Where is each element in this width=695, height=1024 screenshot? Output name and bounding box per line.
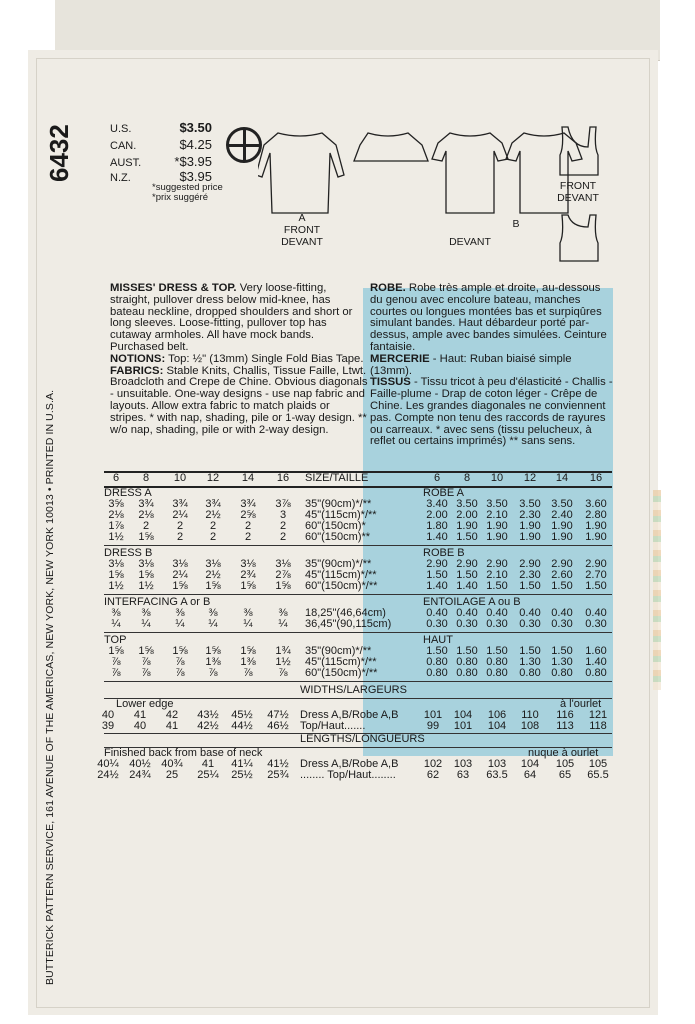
width-inches: 46½	[267, 720, 289, 732]
pattern-number: 6432	[44, 124, 74, 182]
price-value: $4.25	[179, 137, 212, 152]
meter-value: 0.80	[426, 667, 448, 679]
yardage-value: 2⅛	[138, 509, 154, 521]
meter-value: 0.80	[519, 667, 541, 679]
meter-value: 1.80	[426, 520, 448, 532]
price-country: CAN.	[110, 140, 137, 152]
meter-value: 0.40	[519, 607, 541, 619]
yardage-value: ⅞	[243, 667, 253, 679]
size-header-label: SIZE/TAILLE	[305, 472, 369, 484]
yardage-value: ⅜	[111, 607, 121, 619]
envelope-edge-print	[653, 490, 661, 690]
meter-value: 2.90	[456, 558, 478, 570]
description-english	[110, 283, 368, 436]
group-label: DRESS B	[104, 547, 153, 559]
price-row	[110, 154, 223, 169]
width-cm: 116	[556, 709, 574, 721]
yardage-value: ¼	[175, 618, 185, 630]
yardage-value: ⅜	[278, 607, 288, 619]
meter-value: 2.90	[426, 558, 448, 570]
meter-value: 2.90	[585, 558, 607, 570]
yardage-value: 1⅜	[240, 656, 256, 668]
fabric-width: 60"(150cm)*/**	[305, 667, 378, 679]
meter-value: 1.50	[426, 569, 448, 581]
yardage-value: 1⅞	[108, 520, 124, 532]
meter-value: 3.50	[551, 498, 573, 510]
meter-value: 1.40	[426, 531, 448, 543]
meter-value: 1.30	[551, 656, 573, 668]
table-rule	[104, 681, 612, 682]
yardage-value: ¼	[243, 618, 253, 630]
size-header-us: 6	[112, 472, 120, 484]
yardage-value: ⅞	[208, 667, 218, 679]
meter-value: 3.50	[486, 498, 508, 510]
fabrics-label: FABRICS:	[110, 364, 164, 377]
notions-text: Top: ½" (13mm) Single Fold Bias Tape.	[168, 352, 364, 365]
length-cm: 63	[456, 769, 470, 781]
yardage-value: 3¾	[205, 498, 221, 510]
yardage-value: ⅞	[141, 667, 151, 679]
length-cm: 102	[423, 758, 443, 770]
width-inches: 42	[165, 709, 179, 721]
meter-value: 0.80	[456, 656, 478, 668]
table-rule	[104, 632, 612, 633]
price-row	[110, 137, 223, 154]
length-cm: 65.5	[587, 769, 609, 781]
price-row	[110, 169, 223, 183]
price-list	[110, 120, 223, 203]
yardage-value: 1½	[108, 531, 124, 543]
group-label: DRESS A	[104, 487, 152, 499]
yardage-value: 2¼	[172, 509, 188, 521]
tissus-label: TISSUS	[370, 376, 411, 389]
table-rule	[104, 545, 612, 546]
meter-value: 2.60	[551, 569, 573, 581]
width-inches: 41	[133, 709, 147, 721]
yardage-value: 2	[176, 531, 184, 543]
width-row-label: Dress A,B/Robe A,B	[300, 709, 399, 721]
size-header-eu: 12	[523, 472, 537, 484]
size-header-us: 14	[241, 472, 255, 484]
yardage-value: 3⅛	[240, 558, 256, 570]
meter-value: 0.30	[426, 618, 448, 630]
sketch-label-a: A FRONT DEVANT	[281, 212, 323, 248]
width-cm: 118	[589, 720, 607, 732]
meter-value: 0.30	[519, 618, 541, 630]
yardage-value: ⅞	[278, 667, 288, 679]
width-cm: 121	[588, 709, 608, 721]
group-label-fr: ENTOILAGE A ou B	[423, 596, 521, 608]
yardage-value: 2	[209, 520, 217, 532]
fabric-width: 35"(90cm)*/**	[305, 645, 372, 657]
length-inches: 24¾	[129, 769, 151, 781]
meter-value: 1.90	[585, 531, 607, 543]
publisher-line: BUTTERICK PATTERN SERVICE, 161 AVENUE OF THE AMERICAS, NEW YORK, NEW YORK 10013 • PRINTED IN U.S.A.	[44, 389, 56, 985]
yardage-value: 2	[279, 520, 287, 532]
length-inches: 41¼	[231, 758, 253, 770]
yardage-value: 1⅝	[108, 645, 124, 657]
yardage-value: 3	[279, 509, 287, 521]
meter-value: 3.60	[585, 498, 607, 510]
yardage-value: 3⅛	[275, 558, 291, 570]
width-inches: 40	[133, 720, 147, 732]
yardage-value: 1⅝	[205, 580, 221, 592]
length-inches: 41	[201, 758, 215, 770]
meter-value: 3.50	[456, 498, 478, 510]
price-value: *$3.95	[174, 154, 212, 169]
yardage-value: 2	[142, 520, 150, 532]
width-inches: 39	[101, 720, 115, 732]
yardage-value: ⅞	[111, 667, 121, 679]
length-inches: 25	[165, 769, 179, 781]
fabrics-text: Stable Knits, Challis, Tissue Faille, Ltwt. Broadcloth and Crepe de Chine. Obvious diagonals - unsuitable. One-way designs - use nap fabric and layouts. Allow extra fabric to match plaids or stripes. * with nap, shading, pile or 1-way design. ** w/o nap, shading, pile or with 2-way design.	[110, 364, 368, 436]
price-country: N.Z.	[110, 172, 131, 184]
fabric-width: 36,45"(90,115cm)	[305, 618, 392, 630]
price-country: AUST.	[110, 157, 142, 169]
fabric-width: 45"(115cm)*/**	[305, 569, 377, 581]
length-inches: 41½	[267, 758, 289, 770]
length-inches: 24½	[97, 769, 119, 781]
width-cm: 110	[521, 709, 539, 721]
meter-value: 0.40	[426, 607, 448, 619]
yardage-value: ⅞	[111, 656, 121, 668]
meter-value: 3.40	[426, 498, 448, 510]
lengths-sub-left: Finished back from base of neck	[104, 747, 263, 759]
meter-value: 1.50	[551, 645, 573, 657]
meter-value: 0.40	[585, 607, 607, 619]
yardage-value: ⅞	[175, 667, 185, 679]
yardage-value: 1⅝	[240, 580, 256, 592]
meter-value: 0.80	[551, 667, 573, 679]
yardage-value: 3¾	[172, 498, 188, 510]
meter-value: 1.90	[519, 520, 541, 532]
group-label: INTERFACING A or B	[104, 596, 211, 608]
mercerie-label: MERCERIE	[370, 352, 430, 365]
description-body: Very loose-fitting, straight, pullover dress below mid-knee, has bateau neckline, dropped shoulders and short or long sleeves. Loose-fitting, pullover top has cutaway armholes. All have mock bands. Purchased belt.	[110, 282, 353, 353]
yardage-value: 3⅛	[205, 558, 221, 570]
meter-value: 1.50	[486, 645, 508, 657]
meter-value: 0.80	[456, 667, 478, 679]
lengths-header: LENGTHS/LONGUEURS	[300, 733, 425, 745]
yardage-value: 2	[244, 531, 252, 543]
yardage-value: 3⅝	[108, 498, 124, 510]
notions-label: NOTIONS:	[110, 352, 166, 365]
yardage-value: 1⅜	[205, 656, 221, 668]
meter-value: 1.50	[551, 580, 573, 592]
width-row-label: Top/Haut.......	[300, 720, 366, 732]
yardage-value: 3¾	[138, 498, 154, 510]
widths-header: WIDTHS/LARGEURS	[300, 684, 407, 696]
width-cm: 113	[556, 720, 574, 732]
meter-value: 0.30	[486, 618, 508, 630]
fabric-width: 18,25"(46,64cm)	[305, 607, 386, 619]
size-header-us: 12	[206, 472, 220, 484]
size-header-eu: 8	[463, 472, 471, 484]
yardage-value: 3¾	[240, 498, 256, 510]
yardage-value: ¼	[141, 618, 151, 630]
meter-value: 1.50	[519, 580, 541, 592]
registration-mark-icon	[226, 127, 262, 163]
width-cm: 108	[520, 720, 540, 732]
yardage-value: 1⅝	[138, 569, 154, 581]
meter-value: 2.10	[486, 509, 508, 521]
yardage-value: 1⅝	[138, 645, 154, 657]
meter-value: 1.90	[486, 531, 508, 543]
yardage-value: 2	[176, 520, 184, 532]
fabric-width: 35"(90cm)*/**	[305, 498, 372, 510]
yardage-value: 1⅝	[240, 645, 256, 657]
width-cm: 104	[487, 720, 507, 732]
meter-value: 0.40	[456, 607, 478, 619]
length-row-label: Dress A,B/Robe A,B	[300, 758, 399, 770]
yardage-value: ¼	[111, 618, 121, 630]
meter-value: 1.60	[585, 645, 607, 657]
description-french	[370, 283, 615, 448]
width-cm: 106	[487, 709, 507, 721]
length-cm: 62	[426, 769, 440, 781]
widths-sub-left: Lower edge	[116, 698, 174, 710]
yardage-value: 3⅞	[275, 498, 291, 510]
fabric-width: 60"(150cm)**	[305, 531, 371, 543]
yardage-value: ¼	[278, 618, 288, 630]
size-header-eu: 6	[433, 472, 441, 484]
yardage-value: 3⅛	[172, 558, 188, 570]
robe-body: Robe très ample et droite, au-dessous du genou avec encolure bateau, manches courtes ou longues montées bas et surpiqûres simulant bandes. Haut débardeur porté par-dessus, ample avec bandes simulées. Ceinture fantaisie.	[370, 282, 607, 353]
table-rule	[104, 594, 612, 595]
lengths-sub-right: nuque à ourlet	[528, 747, 599, 759]
meter-value: 1.40	[426, 580, 448, 592]
meter-value: 2.00	[426, 509, 448, 521]
meter-value: 3.50	[519, 498, 541, 510]
length-cm: 104	[520, 758, 540, 770]
yardage-value: 1⅝	[172, 645, 188, 657]
width-inches: 45½	[231, 709, 253, 721]
meter-value: 2.80	[585, 509, 607, 521]
meter-value: 0.80	[585, 667, 607, 679]
meter-value: 1.90	[486, 520, 508, 532]
length-cm: 105	[555, 758, 575, 770]
meter-value: 0.30	[585, 618, 607, 630]
group-label: TOP	[104, 634, 127, 646]
yardage-value: 1½	[108, 580, 124, 592]
price-value: $3.50	[179, 120, 212, 135]
length-cm: 65	[558, 769, 572, 781]
meter-value: 2.90	[486, 558, 508, 570]
length-inches: 40¾	[161, 758, 183, 770]
meter-value: 1.90	[551, 531, 573, 543]
length-inches: 25¾	[267, 769, 289, 781]
size-header-eu: 14	[555, 472, 569, 484]
yardage-value: ⅜	[141, 607, 151, 619]
yardage-value: 1½	[138, 580, 154, 592]
yardage-value: ⅞	[175, 656, 185, 668]
width-cm: 101	[453, 720, 473, 732]
yardage-value: 2¼	[172, 569, 188, 581]
length-cm: 103	[453, 758, 473, 770]
sketch-label-top: FRONT DEVANT	[557, 180, 599, 204]
meter-value: 0.40	[551, 607, 573, 619]
group-label-fr: ROBE B	[423, 547, 465, 559]
meter-value: 0.80	[426, 656, 448, 668]
width-cm: 101	[423, 709, 443, 721]
yardage-value: 2⅞	[275, 569, 291, 581]
meter-value: 0.30	[551, 618, 573, 630]
robe-title: ROBE.	[370, 282, 406, 294]
yardage-value: ⅞	[141, 656, 151, 668]
mercerie-text: - Haut: Ruban biaisé simple (13mm).	[370, 352, 572, 377]
meter-value: 1.40	[585, 656, 607, 668]
length-inches: 25½	[231, 769, 253, 781]
meter-value: 2.30	[519, 569, 541, 581]
meter-value: 0.80	[486, 667, 508, 679]
sketch-label-b: B	[512, 218, 520, 230]
meter-value: 1.50	[426, 645, 448, 657]
size-header-us: 8	[142, 472, 150, 484]
meter-value: 1.50	[585, 580, 607, 592]
meter-value: 2.10	[486, 569, 508, 581]
meter-value: 1.90	[585, 520, 607, 532]
length-cm: 63.5	[486, 769, 508, 781]
group-label-fr: HAUT	[423, 634, 453, 646]
yardage-value: 1½	[275, 656, 291, 668]
length-row-label: ........ Top/Haut........	[300, 769, 396, 781]
size-header-us: 10	[173, 472, 187, 484]
yardage-value: 2¾	[240, 569, 256, 581]
yardage-value: ⅜	[243, 607, 253, 619]
meter-value: 2.30	[519, 509, 541, 521]
width-inches: 41	[165, 720, 179, 732]
meter-value: 1.50	[456, 569, 478, 581]
meter-value: 1.50	[486, 580, 508, 592]
price-note: *suggested price	[152, 182, 223, 193]
yardage-value: 3⅛	[108, 558, 124, 570]
width-cm: 99	[426, 720, 440, 732]
meter-value: 1.50	[519, 645, 541, 657]
yardage-value: 1⅝	[172, 580, 188, 592]
yardage-value: ⅜	[208, 607, 218, 619]
meter-value: 1.40	[456, 580, 478, 592]
width-inches: 47½	[267, 709, 289, 721]
meter-value: 1.90	[551, 520, 573, 532]
price-value: $3.95	[179, 169, 212, 184]
yardage-value: 1⅝	[275, 580, 291, 592]
width-inches: 44½	[231, 720, 253, 732]
fabric-width: 45"(115cm)*/**	[305, 509, 377, 521]
fabric-width: 35"(90cm)*/**	[305, 558, 372, 570]
yardage-value: 3⅛	[138, 558, 154, 570]
width-inches: 42½	[197, 720, 219, 732]
length-inches: 40½	[129, 758, 151, 770]
meter-value: 1.90	[519, 531, 541, 543]
yardage-value: 1⅝	[138, 531, 154, 543]
meter-value: 2.90	[551, 558, 573, 570]
width-cm: 104	[453, 709, 473, 721]
group-label-fr: ROBE A	[423, 487, 464, 499]
yardage-value: 2	[209, 531, 217, 543]
meter-value: 2.70	[585, 569, 607, 581]
width-inches: 43½	[197, 709, 219, 721]
meter-value: 0.80	[486, 656, 508, 668]
fabric-width: 60"(150cm)*	[305, 520, 366, 532]
yardage-value: 2	[279, 531, 287, 543]
yardage-value: 1⅝	[205, 645, 221, 657]
meter-value: 0.30	[456, 618, 478, 630]
width-inches: 40	[101, 709, 115, 721]
size-header-us: 16	[276, 472, 290, 484]
widths-sub-right: à l'ourlet	[560, 698, 602, 710]
meter-value: 1.50	[456, 531, 478, 543]
yardage-value: 2½	[205, 509, 221, 521]
fabric-width: 60"(150cm)*/**	[305, 580, 378, 592]
description-title: MISSES' DRESS & TOP.	[110, 282, 237, 294]
meter-value: 2.00	[456, 509, 478, 521]
sketch-label-b-devant: DEVANT	[449, 236, 491, 248]
yardage-value: 2⅛	[108, 509, 124, 521]
yardage-value: 2½	[205, 569, 221, 581]
meter-value: 1.30	[519, 656, 541, 668]
meter-value: 2.40	[551, 509, 573, 521]
price-note: *prix suggéré	[152, 192, 208, 203]
meter-value: 1.90	[456, 520, 478, 532]
yardage-value: ⅜	[175, 607, 185, 619]
table-rule	[104, 486, 612, 488]
yardage-value: 2⅝	[240, 509, 256, 521]
table-rule	[104, 698, 612, 699]
meter-value: 2.90	[519, 558, 541, 570]
meter-value: 0.40	[486, 607, 508, 619]
length-inches: 40¼	[97, 758, 119, 770]
length-cm: 103	[487, 758, 507, 770]
yardage-value: 1¾	[275, 645, 291, 657]
tissus-text: - Tissu tricot à peu d'élasticité - Challis - Faille-plume - Drap de coton léger - Crêpe de Chine. Les grandes diagonales ne conviennent pas. Compte non tenu des raccords de rayures ou carreaux. * avec sens (tissu pelucheux, à reflet ou certains imprimés) ** sans sens.	[370, 376, 613, 448]
size-header-eu: 16	[589, 472, 603, 484]
length-cm: 64	[523, 769, 537, 781]
length-cm: 105	[588, 758, 608, 770]
length-inches: 25¼	[197, 769, 219, 781]
yardage-value: 2	[244, 520, 252, 532]
price-row	[110, 120, 223, 137]
price-country: U.S.	[110, 123, 132, 135]
yardage-value: 1⅝	[108, 569, 124, 581]
size-header-eu: 10	[490, 472, 504, 484]
meter-value: 1.50	[456, 645, 478, 657]
fabric-width: 45"(115cm)*/**	[305, 656, 377, 668]
yardage-value: ¼	[208, 618, 218, 630]
